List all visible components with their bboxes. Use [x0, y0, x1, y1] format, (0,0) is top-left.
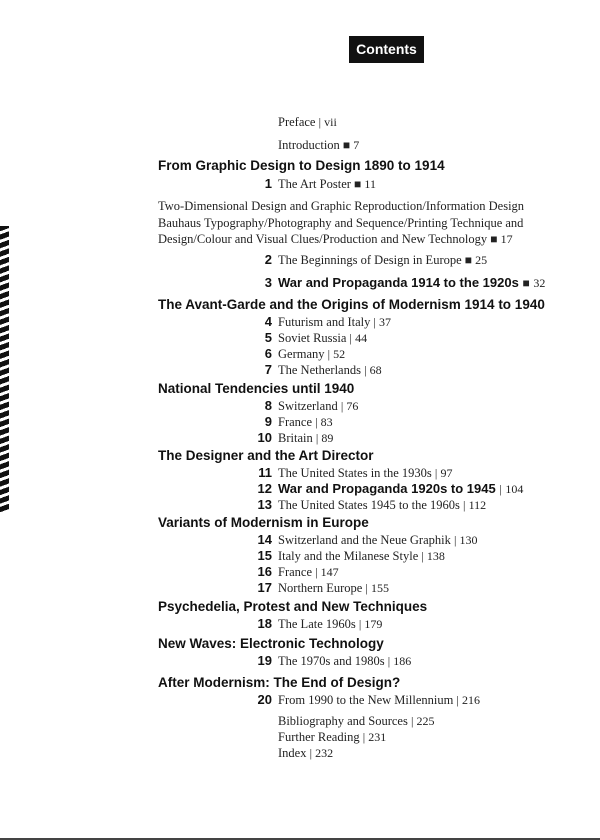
- entry-title: [278, 481, 523, 497]
- toc-entry[interactable]: [0, 616, 600, 632]
- entry-separator: |: [315, 565, 318, 579]
- entry-separator: ■: [342, 138, 351, 152]
- entry-page-number: 130: [459, 533, 478, 547]
- entry-page-number: 186: [393, 654, 412, 668]
- entry-page-number: 44: [355, 331, 368, 345]
- entry-separator: |: [410, 714, 414, 728]
- toc-entry[interactable]: [0, 497, 600, 513]
- entry-separator: |: [499, 482, 502, 496]
- entry-title: [278, 729, 386, 745]
- entry-page-number: 97: [440, 466, 453, 480]
- entry-separator: |: [327, 347, 331, 361]
- toc-entry[interactable]: [0, 745, 600, 761]
- entry-page-number: 216: [462, 693, 480, 707]
- section-heading: New Waves: Electronic Technology: [158, 636, 384, 651]
- chapter-number: 5: [264, 330, 272, 345]
- chapter-number: 11: [258, 465, 272, 480]
- entry-separator: |: [373, 315, 376, 329]
- entry-separator: |: [364, 363, 367, 377]
- toc-entry[interactable]: [0, 580, 600, 596]
- entry-title-text: The Late 1960s: [278, 617, 356, 631]
- entry-separator: ■: [522, 276, 530, 290]
- entry-page-number: 17: [500, 232, 513, 246]
- entry-page-number: 232: [315, 746, 334, 760]
- entry-title-text: Switzerland and the Neue Graphik: [278, 533, 451, 547]
- entry-page-number: 37: [379, 315, 392, 329]
- toc-entry[interactable]: [0, 362, 600, 378]
- entry-page-number: 52: [333, 347, 346, 361]
- entry-title-text: From 1990 to the New Millennium: [278, 693, 454, 707]
- entry-title-text: The United States 1945 to the 1960s: [278, 498, 460, 512]
- entry-page-number: 155: [371, 581, 390, 595]
- entry-title-text: Preface: [278, 115, 316, 129]
- toc-entry[interactable]: [0, 692, 600, 708]
- chapter-number: 1: [264, 176, 272, 191]
- entry-page-number: vii: [324, 115, 337, 129]
- toc-entry[interactable]: [0, 346, 600, 362]
- entry-title: [278, 137, 359, 153]
- section-overview-paragraph: [158, 198, 538, 248]
- entry-separator: |: [387, 654, 391, 668]
- entry-page-number: 104: [505, 482, 524, 496]
- chapter-number: 18: [257, 616, 272, 631]
- chapter-number: 9: [264, 414, 272, 429]
- toc-entry[interactable]: [0, 252, 600, 268]
- entry-title: [278, 330, 367, 346]
- entry-title-text: Index: [278, 746, 307, 760]
- entry-page-number: 179: [364, 617, 383, 631]
- entry-title-text: Futurism and Italy: [278, 315, 371, 329]
- entry-title-text: Northern Europe: [278, 581, 363, 595]
- toc-entry[interactable]: [0, 275, 600, 291]
- section-heading: The Designer and the Art Director: [158, 448, 374, 463]
- entry-title-text: Further Reading: [278, 730, 360, 744]
- chapter-number: 17: [257, 580, 272, 595]
- section-heading: National Tendencies until 1940: [158, 381, 355, 396]
- entry-title: [278, 465, 452, 481]
- entry-title: [278, 275, 545, 291]
- entry-title: [278, 653, 411, 669]
- entry-title: [278, 114, 337, 130]
- entry-title-text: Switzerland: [278, 399, 338, 413]
- chapter-number: 6: [264, 346, 272, 361]
- entry-title-text: Italy and the Milanese Style: [278, 549, 419, 563]
- entry-separator: |: [421, 549, 424, 563]
- entry-title: [278, 548, 445, 564]
- toc-entry[interactable]: [0, 176, 600, 192]
- entry-title: [278, 616, 382, 632]
- entry-title: [278, 346, 345, 362]
- toc-entry[interactable]: [0, 713, 600, 729]
- entry-page-number: 147: [320, 565, 339, 579]
- chapter-number: 3: [264, 275, 272, 290]
- chapter-number: 4: [264, 314, 272, 329]
- entry-title: [278, 252, 487, 268]
- entry-separator: |: [309, 746, 312, 760]
- chapter-number: 15: [257, 548, 272, 563]
- entry-page-number: 25: [475, 253, 488, 267]
- paragraph-text: Two-Dimensional Design and Graphic Reproduction/Information Design Bauhaus Typography/Photography and Sequence/Printing Technique and Design/Colour and Visual Clues/Production and New Technology: [158, 199, 525, 246]
- chapter-number: 8: [264, 398, 272, 413]
- chapter-number: 16: [257, 564, 272, 579]
- section-heading: Psychedelia, Protest and New Techniques: [158, 599, 428, 614]
- entry-title-text: Bibliography and Sources: [278, 714, 408, 728]
- entry-page-number: 89: [321, 431, 334, 445]
- entry-title-text: The 1970s and 1980s: [278, 654, 385, 668]
- entry-title: [278, 362, 382, 378]
- toc-entry[interactable]: [0, 653, 600, 669]
- toc-entry[interactable]: [0, 398, 600, 414]
- entry-separator: |: [340, 399, 344, 413]
- entry-title-text: Germany: [278, 347, 325, 361]
- entry-title-text: The Art Poster: [278, 177, 351, 191]
- chapter-number: 19: [257, 653, 272, 668]
- entry-separator: |: [349, 331, 352, 345]
- toc-entry[interactable]: [0, 430, 600, 446]
- entry-separator: ■: [354, 177, 362, 191]
- toc-entry[interactable]: [0, 532, 600, 548]
- entry-page-number: 11: [364, 177, 376, 191]
- entry-title-text: France: [278, 415, 313, 429]
- entry-title: [278, 745, 333, 761]
- entry-title: [278, 176, 376, 192]
- entry-title: [278, 532, 478, 548]
- entry-page-number: 138: [426, 549, 445, 563]
- toc-entry[interactable]: [0, 330, 600, 346]
- chapter-number: 14: [257, 532, 272, 547]
- entry-separator: |: [315, 415, 318, 429]
- contents-title: Contents: [349, 36, 424, 63]
- entry-separator: |: [362, 730, 366, 744]
- entry-separator: |: [358, 617, 362, 631]
- entry-title: [278, 713, 435, 729]
- section-heading: From Graphic Design to Design 1890 to 1914: [158, 158, 445, 173]
- entry-title: [278, 692, 480, 708]
- entry-separator: |: [365, 581, 368, 595]
- toc-entry[interactable]: [0, 548, 600, 564]
- entry-title-text: Britain: [278, 431, 313, 445]
- entry-page-number: 112: [468, 498, 487, 512]
- toc-entry[interactable]: [0, 414, 600, 430]
- entry-separator: |: [315, 431, 319, 445]
- chapter-number: 2: [264, 252, 272, 267]
- entry-title: [278, 564, 339, 580]
- chapter-number: 10: [257, 430, 272, 445]
- toc-entry[interactable]: [0, 314, 600, 330]
- entry-separator: |: [318, 115, 322, 129]
- entry-title-text: Soviet Russia: [278, 331, 347, 345]
- chapter-number: 13: [257, 497, 272, 512]
- toc-entry[interactable]: [0, 137, 600, 153]
- entry-page-number: 32: [533, 276, 546, 290]
- entry-title-text: War and Propaganda 1920s to 1945: [278, 481, 496, 496]
- entry-title: [278, 580, 389, 596]
- entry-page-number: 76: [346, 399, 359, 413]
- entry-title: [278, 414, 333, 430]
- entry-title: [278, 314, 391, 330]
- entry-page-number: 68: [369, 363, 382, 377]
- toc-entry[interactable]: [0, 481, 600, 497]
- toc-entry[interactable]: [0, 564, 600, 580]
- section-heading: Variants of Modernism in Europe: [158, 515, 369, 530]
- toc-entry[interactable]: [0, 114, 600, 130]
- entry-title-text: The United States in the 1930s: [278, 466, 432, 480]
- entry-page-number: 225: [416, 714, 435, 728]
- chapter-number: 20: [257, 692, 272, 707]
- entry-separator: |: [463, 498, 466, 512]
- chapter-number: 12: [257, 481, 272, 496]
- chapter-number: 7: [264, 362, 272, 377]
- entry-title-text: The Netherlands: [278, 363, 361, 377]
- entry-separator: ■: [464, 253, 473, 267]
- entry-title-text: The Beginnings of Design in Europe: [278, 253, 462, 267]
- entry-title-text: Introduction: [278, 138, 340, 152]
- entry-title-text: War and Propaganda 1914 to the 1920s: [278, 275, 519, 290]
- entry-page-number: 231: [368, 730, 387, 744]
- toc-entry[interactable]: [0, 729, 600, 745]
- entry-separator: |: [456, 693, 459, 707]
- entry-page-number: 7: [353, 138, 360, 152]
- entry-title: [278, 497, 486, 513]
- entry-separator: |: [434, 466, 438, 480]
- entry-title-text: France: [278, 565, 313, 579]
- entry-title: [278, 430, 333, 446]
- entry-separator: ■: [490, 232, 498, 246]
- section-heading: After Modernism: The End of Design?: [158, 675, 401, 690]
- entry-page-number: 83: [320, 415, 333, 429]
- entry-title: [278, 398, 358, 414]
- toc-entry[interactable]: [0, 465, 600, 481]
- entry-separator: |: [453, 533, 457, 547]
- section-heading: The Avant-Garde and the Origins of Modernism 1914 to 1940: [158, 297, 545, 312]
